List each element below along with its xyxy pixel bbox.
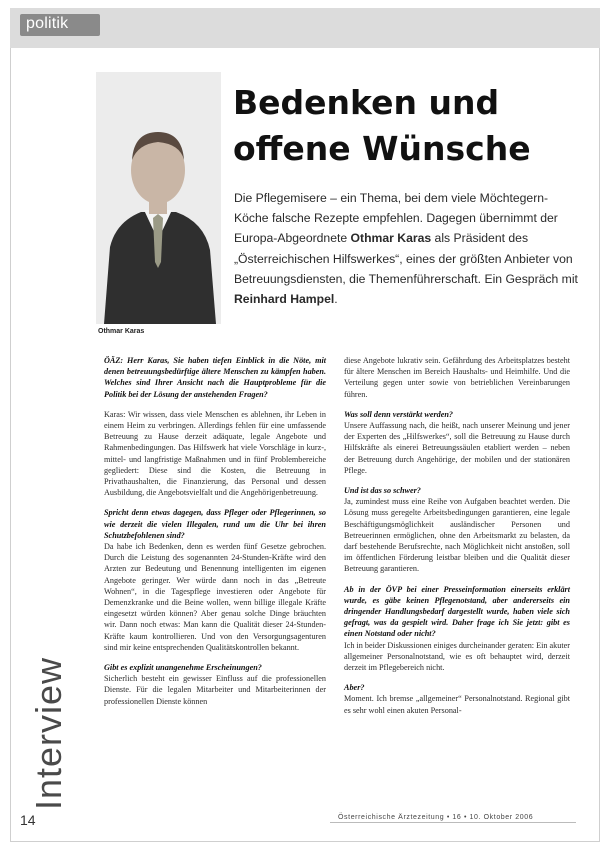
article-column-right	[344, 355, 570, 725]
answer-paragraph: Da habe ich Bedenken, denn es werden fünf Gesetze gebrochen. Durch die Leistung des sogenannten 24-Stunden-Kräfte wird den Arzten zur Bedeutung und Benennung intelligenten im eigenen Angebote geringer. Wer würde dann noch in das „Betreute Wohnen“, in die Tagespflege investieren oder Angebote für Demenzkranke und die Beine wollen, wenn billige illegale Kräfte eingesetzt würden können? Aber genau solche Dinge bräuchten wir. Dann noch etwas: Man kann die Qualität dieser 24-Stunden-Kräfte kaum kontrollieren. Und von den Versorgungsagenturen sind mir keine entsprechenden Qualitätskontrollen bekannt.	[104, 542, 326, 652]
question-paragraph: Aber?	[344, 683, 365, 693]
question-paragraph: ÖÄZ: Herr Karas, Sie haben tiefen Einblick in die Nöte, mit denen betreuungsbedürftige ältere Menschen zu kämpfen haben. Welches sind Ihrer Ansicht nach die Hauptprobleme für die Politik bei der Lösung der anstehenden Fragen?	[104, 356, 326, 399]
article-headline	[233, 80, 573, 172]
question-paragraph: Spricht denn etwas dagegen, dass Pfleger oder Pflegerinnen, so wie derzeit die vielen Illegalen, rund um die Uhr bei ihren Schutzbefohlenen sind?	[104, 508, 326, 540]
answer-paragraph: Ja, zumindest muss eine Reihe von Aufgaben beachtet werden. Die Lösung muss geregelte Arbeitsbedingungen garantieren, eine legale Beschäftigungsmöglichkeit ausländischer Personen und Betreuerinnen ermöglichen, ohne den Arbeitsmarkt zu belasten, da darf bestehende Berufsrechte, nach Möglichkeit nicht anstoßen, soll im öffentlichen Förderung leistbar bleiben und die Qualität dieser Betreuung garantieren.	[344, 497, 570, 574]
intro-name: Othmar Karas	[350, 231, 432, 246]
article-intro	[234, 188, 580, 309]
question-paragraph: Und ist das so schwer?	[344, 486, 421, 496]
headline-line-1: Bedenken und	[233, 83, 500, 122]
answer-paragraph: Moment. Ich bremse „allgemeiner“ Personalnotstand. Regional gibt es sehr wohl einen akuten Personal-	[344, 694, 570, 715]
intro-text-2: als Präsident des „Österreichischen Hilfswerkes“, eines der größten Anbieter von Betreuungsdiensten, die Themenführerschaft. Ein Gespräch mit	[234, 231, 578, 286]
section-label: politik	[26, 15, 69, 32]
footer-divider	[330, 822, 576, 823]
question-paragraph: Gibt es explizit unangenehme Erscheinungen?	[104, 663, 262, 673]
footer-publication: Österreichische Ärztezeitung • 16 • 10. Oktober 2006	[338, 814, 534, 821]
page-number: 14	[20, 812, 36, 828]
intro-text-3: .	[334, 292, 338, 307]
answer-paragraph: Unsere Auffassung nach, die heißt, nach unserer Meinung und jener der Experten des „Hilfswerkes“, soll die Betreuung zu Hause durch Hilfskräfte als einerei Betreuungssäulen etabliert werden – neben der Betreuung durch Angehörige, der mobilen und der stationären Pflege.	[344, 421, 570, 475]
intro-text-1: Die Pflegemisere – ein Thema, bei dem viele Möchtegern-Köche falsche Rezepte empfehlen. Dagegen übernimmt der Europa-Abgeordnete	[234, 191, 558, 246]
answer-paragraph: diese Angebote lukrativ sein. Gefährdung des Arbeitsplatzes besteht für ältere Menschen im Bereich Haushalts- und Heimhilfe. Und die Verteilung gegen unter sowie von betrieblichen Vereinbarungen führen.	[344, 356, 570, 399]
photo-caption: Othmar Karas	[98, 328, 145, 335]
answer-paragraph: Karas: Wir wissen, dass viele Menschen es ablehnen, ihr Leben in einem Heim zu verbringen. Allerdings fehlen für eine umfassende Betreuung zu Hause derzeit adäquate, legale Angebote und Rahmenbedingungen. Das Hilfswerk hat viele Vorschläge in kurz-, mittel- und langfristige Maßnahmen und in fünf Problembereiche gegliedert: Diese sind die Kosten, die Betreuung in Privathaushalten, die Finanzierung, das Personal und dessen Ausbildung, die Angebotsvielfalt und die Angehörigenbetreuung.	[104, 409, 326, 498]
question-paragraph: Was soll denn verstärkt werden?	[344, 409, 454, 419]
headline-line-2: offene Wünsche	[233, 129, 531, 168]
portrait-photo	[96, 72, 221, 324]
answer-paragraph: Sicherlich besteht ein gewisser Einfluss auf die professionellen Dienste. Für die legalen Mitarbeiter und Mitarbeiterinnen der professionellen Dienste können	[104, 674, 326, 706]
question-paragraph: Ab in der ÖVP bei einer Presseinformation einerseits erklärt wurde, es gäbe keinen Pflegenotstand, aber andererseits ein dringender Handlungsbedarf dargestellt wurde, haben viele sich gefragt, was da gespielt wird. Daher frage ich Sie jetzt: gibt es einen Notstand oder nicht?	[344, 584, 570, 639]
intro-author: Reinhard Hampel	[234, 292, 335, 307]
interview-side-label: Interview	[28, 656, 69, 810]
article-column-left	[104, 355, 326, 716]
answer-paragraph: Ich in beider Diskussionen einiges durcheinander geraten: Ein akuter allgemeiner Personalnotstand, wie es oft behauptet wird, derzeit derzeit im Pflegebereich nicht.	[344, 640, 570, 673]
